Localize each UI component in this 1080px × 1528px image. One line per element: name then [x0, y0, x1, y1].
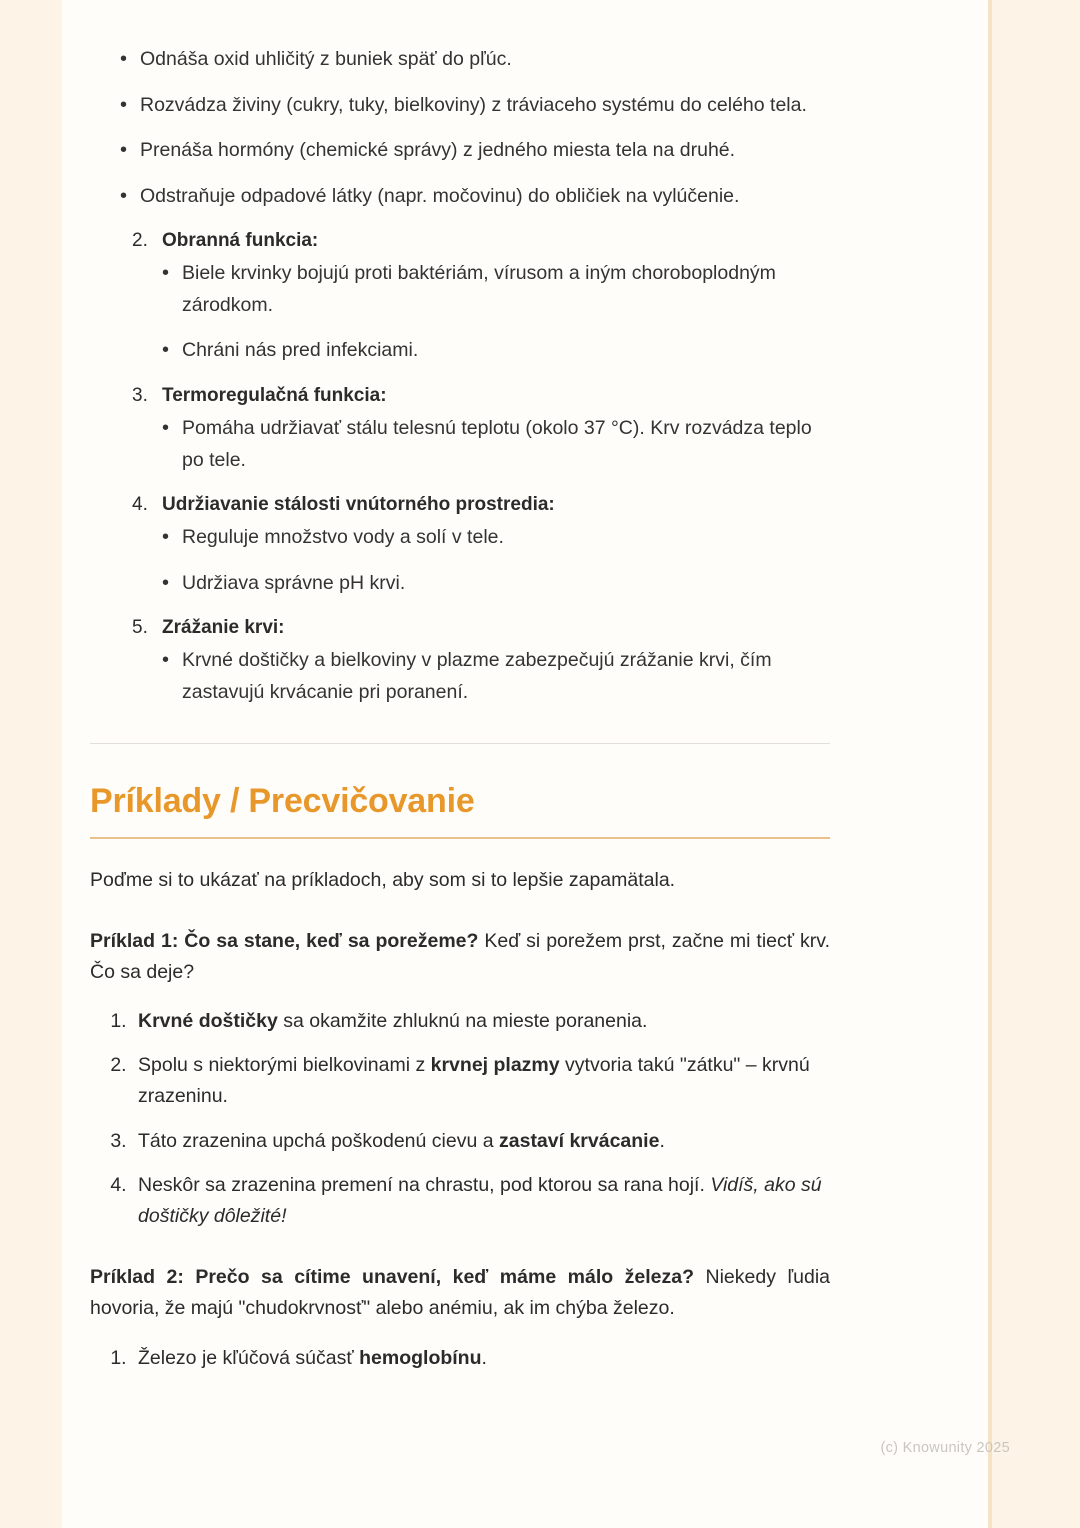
page-right-margin	[992, 0, 1080, 1528]
function-block-2	[90, 230, 830, 367]
function-block-3	[90, 385, 830, 476]
step-text-pre: Spolu s niektorými bielkovinami z	[138, 1054, 431, 1077]
list-item: • Biele krvinky bojujú proti baktériám, vírusom a iným choroboplodným zárodkom.	[162, 258, 830, 321]
list-number: 5.	[132, 617, 148, 639]
step-bold-mid: zastaví krvácanie	[499, 1129, 660, 1152]
function-bullets	[90, 413, 830, 476]
function-title: Zrážanie krvi:	[162, 617, 285, 639]
example-2-steps	[90, 1343, 830, 1374]
function-title: Udržiavanie stálosti vnútorného prostredia:	[162, 494, 555, 516]
step-text-post: vytvoria takú "zátku" – krvnú zrazeninu.	[138, 1054, 810, 1108]
example-1-label: Príklad 1: Čo sa stane, keď sa porežeme?	[90, 929, 479, 952]
list-item: • Krvné doštičky a bielkoviny v plazme zabezpečujú zrážanie krvi, čím zastavujú krvácanie pri poranení.	[162, 645, 830, 708]
example-2-text: Niekedy ľudia hovoria, že majú "chudokrvnosť" alebo anémiu, ak im chýba železo.	[90, 1266, 830, 1320]
list-item: • Prenáša hormóny (chemické správy) z jedného miesta tela na druhé.	[120, 135, 830, 167]
step-text: sa okamžite zhluknú na mieste poranenia.	[277, 1010, 648, 1033]
document-content	[90, 40, 830, 1387]
list-item	[132, 1126, 830, 1157]
function-block-4	[90, 494, 830, 599]
intro-bullet-list	[90, 44, 830, 212]
example-2-label: Príklad 2: Prečo sa cítime unavení, keď máme málo železa?	[90, 1266, 695, 1289]
list-item: • Udržiava správne pH krvi.	[162, 568, 830, 600]
page-left-margin	[0, 0, 62, 1528]
step-text-post: .	[481, 1346, 487, 1369]
example-2-paragraph	[90, 1262, 830, 1324]
step-italic: Vidíš, ako sú doštičky dôležité!	[138, 1173, 822, 1228]
function-bullets	[90, 258, 830, 367]
watermark: (c) Knowunity 2025	[880, 1440, 1010, 1456]
step-text-pre: Železo je kľúčová súčasť	[138, 1346, 360, 1369]
step-text-pre: Táto zrazenina upchá poškodenú cievu a	[138, 1129, 499, 1152]
list-item: • Odstraňuje odpadové látky (napr. močovinu) do obličiek na vylúčenie.	[120, 181, 830, 213]
step-text-post: .	[659, 1129, 665, 1152]
list-number: 2.	[132, 230, 148, 252]
step-bold-mid: hemoglobínu	[359, 1346, 482, 1369]
list-item	[132, 1343, 830, 1374]
list-item: • Reguluje množstvo vody a solí v tele.	[162, 522, 830, 554]
section-intro-paragraph: Poďme si to ukázať na príkladoch, aby som si to lepšie zapamätala.	[90, 868, 676, 891]
section-title: Príklady / Precvičovanie	[90, 781, 475, 820]
function-bullets	[90, 522, 830, 599]
list-item: • Pomáha udržiavať stálu telesnú teplotu (okolo 37 °C). Krv rozvádza teplo po tele.	[162, 413, 830, 476]
list-number: 4.	[132, 494, 148, 516]
function-bullets	[90, 645, 830, 708]
example-1-steps	[90, 1006, 830, 1232]
page-right-rule	[988, 0, 992, 1528]
example-1-text: Keď si porežem prst, začne mi tiecť krv. Čo sa deje?	[90, 929, 830, 983]
step-text-pre: Neskôr sa zrazenina premení na chrastu, pod ktorou sa rana hojí.	[138, 1173, 711, 1196]
step-bold-lead: Krvné doštičky	[138, 1010, 278, 1033]
example-1-paragraph	[90, 926, 830, 988]
function-title: Obranná funkcia:	[162, 230, 319, 252]
list-item	[132, 1050, 830, 1112]
list-number: 3.	[132, 385, 148, 407]
function-title: Termoregulačná funkcia:	[162, 385, 387, 407]
list-item: • Rozvádza živiny (cukry, tuky, bielkoviny) z tráviaceho systému do celého tela.	[120, 90, 830, 122]
step-bold-mid: krvnej plazmy	[430, 1054, 560, 1077]
section-title-underline	[90, 837, 830, 839]
list-item	[132, 1170, 830, 1232]
list-item: • Chráni nás pred infekciami.	[162, 335, 830, 367]
list-item: • Odnáša oxid uhličitý z buniek späť do pľúc.	[120, 44, 830, 76]
list-item	[132, 1006, 830, 1037]
section-divider	[90, 743, 830, 744]
function-block-5	[90, 617, 830, 708]
